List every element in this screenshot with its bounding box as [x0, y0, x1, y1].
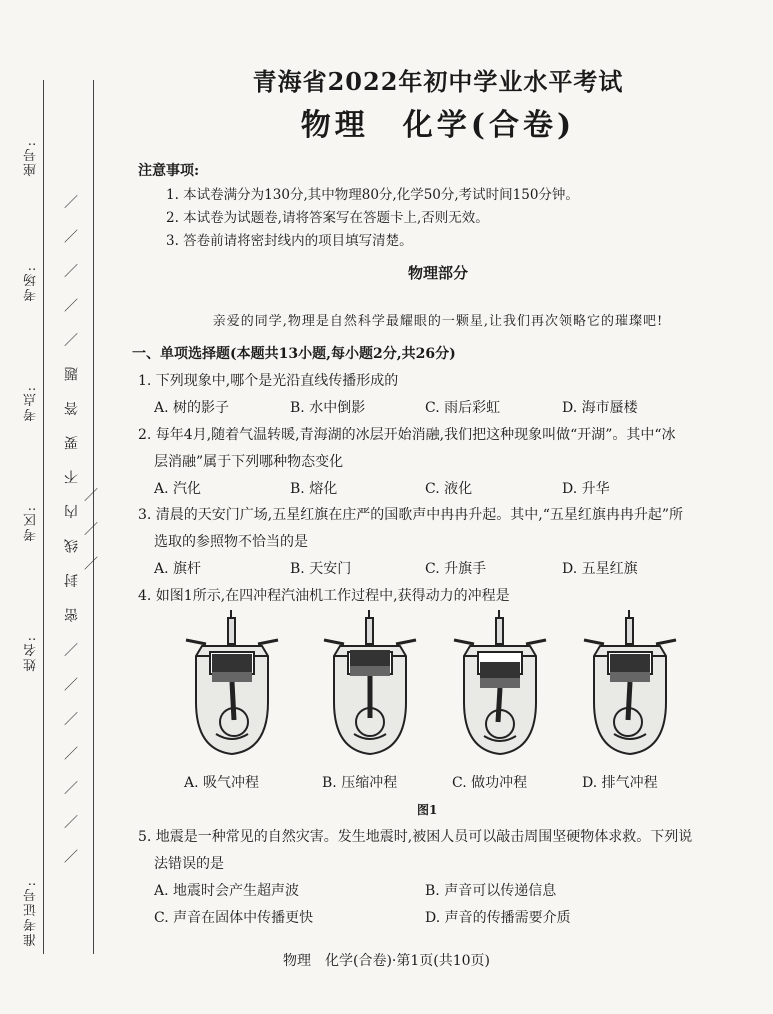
section-title: 物理部分	[407, 264, 468, 282]
engine-intake-figure	[176, 610, 288, 760]
question-stem: 4. 如图1所示,在四冲程汽油机工作过程中,获得动力的冲程是	[138, 588, 510, 604]
figure-label: D. 排气冲程	[582, 775, 658, 791]
figure-caption: 图1	[417, 803, 438, 817]
figure-label: C. 做功冲程	[452, 775, 528, 791]
option: B. 声音可以传递信息	[425, 883, 557, 899]
engine-power-figure	[444, 610, 556, 760]
option: C. 雨后彩虹	[425, 400, 501, 416]
page-footer: 物理 化学(合卷)·第1页(共10页)	[282, 953, 491, 969]
option: A. 汽化	[154, 481, 202, 497]
notice-heading: 注意事项:	[138, 163, 200, 179]
option: A. 树的影子	[154, 400, 230, 416]
figure-label: B. 压缩冲程	[322, 775, 398, 791]
room-label: 考场:	[24, 265, 39, 302]
question-stem: 3. 清晨的天安门广场,五星红旗在庄严的国歌声中冉冉升起。其中,“五星红旗冉冉升起”所	[138, 507, 684, 523]
part-heading: 一、单项选择题(本题共13小题,每小题2分,共26分)	[132, 346, 456, 362]
option: D. 声音的传播需要介质	[425, 910, 571, 926]
option: B. 天安门	[290, 561, 352, 577]
question-stem-cont: 选取的参照物不恰当的是	[154, 534, 308, 550]
seat-label: 座号:	[24, 140, 39, 177]
question-stem: 1. 下列现象中,哪个是光沿直线传播形成的	[138, 373, 399, 389]
notice-item: 3. 答卷前请将密封线内的项目填写清楚。	[166, 233, 413, 249]
question-stem: 5. 地震是一种常见的自然灾害。发生地震时,被困人员可以敲击周围坚硬物体求救。下列说	[138, 829, 693, 845]
site-label: 考点:	[24, 385, 39, 422]
question-stem: 2. 每年4月,随着气温转暖,青海湖的冰层开始消融,我们把这种现象叫做“开湖”。其中“冰	[138, 427, 676, 443]
engine-compression-figure	[314, 610, 426, 760]
exam-title: 青海省2022年初中学业水平考试	[252, 67, 624, 96]
question-stem-cont: 法错误的是	[154, 856, 224, 872]
section-quote: 亲爱的同学,物理是自然科学最耀眼的一颗星,让我们再次领略它的璀璨吧!	[212, 314, 664, 329]
option: B. 熔化	[290, 481, 338, 497]
figure-label: A. 吸气冲程	[184, 775, 260, 791]
exam-subtitle: 物理 化学(合卷)	[300, 108, 576, 143]
option: A. 旗杆	[154, 561, 202, 577]
notice-item: 2. 本试卷为试题卷,请将答案写在答题卡上,否则无效。	[166, 210, 489, 226]
district-label: 考区:	[24, 505, 39, 542]
engine-exhaust-figure	[574, 610, 686, 760]
notice-item: 1. 本试卷满分为130分,其中物理80分,化学50分,考试时间150分钟。	[166, 187, 579, 203]
option: C. 液化	[425, 481, 473, 497]
option: D. 海市蜃楼	[562, 400, 638, 416]
binding-margin	[0, 0, 110, 1014]
option: C. 升旗手	[425, 561, 487, 577]
seal-notice: ／ ／ ／ ／ ／ ／ ／ 密 封 线 内 不 要 答 题 ／ ／ ／ ／ ／ ／ ／ ／	[64, 186, 100, 864]
option: D. 升华	[562, 481, 610, 497]
option: C. 声音在固体中传播更快	[154, 910, 314, 926]
name-label: 姓名:	[24, 635, 39, 672]
option: D. 五星红旗	[562, 561, 638, 577]
option: A. 地震时会产生超声波	[154, 883, 300, 899]
option: B. 水中倒影	[290, 400, 366, 416]
id-label: 准考证号:	[24, 880, 39, 947]
question-stem-cont: 层消融”属于下列哪种物态变化	[154, 454, 344, 470]
